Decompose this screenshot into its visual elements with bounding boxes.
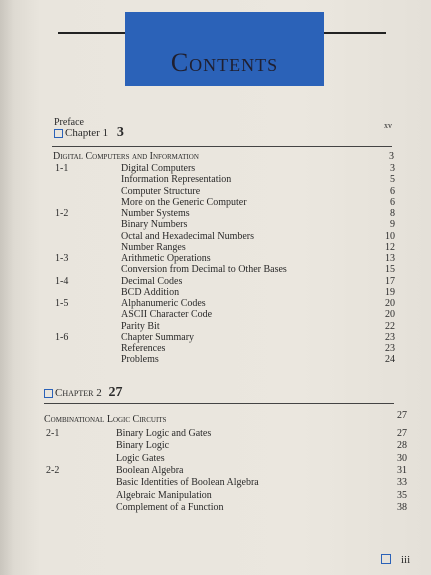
toc-entry-title: References [121,343,166,354]
chapter2-title: Combinational Logic Circuits [44,414,167,425]
chapter2-rule [44,403,394,404]
toc-entry-page: 28 [397,440,407,452]
chapter2-number: 27 [108,385,123,400]
page-footer [381,550,410,568]
toc-entry-title: Parity Bit [121,320,160,332]
toc-entry-title: Chapter Summary [121,331,195,343]
toc-entry-page: 5 [390,174,395,186]
preface-page: xv [384,121,392,130]
toc-entry-page: 22 [385,320,395,332]
toc-entry-page: 23 [385,331,395,343]
toc-entry-title: Binary Numbers [121,219,188,231]
toc-entry-title: Complement of a Function [116,501,224,513]
page-number: iii [401,554,411,566]
square-bullet-icon [44,389,53,398]
chapter1-rule [52,146,392,147]
toc-entry-page: 8 [390,208,395,219]
toc-entry-page: 6 [390,196,395,208]
toc-entry-title: More on the Generic Computer [121,196,247,208]
section-number: 1-5 [55,298,69,309]
toc-entry-page: 12 [385,241,395,253]
chapter1-title: Digital Computers and Information [53,151,199,162]
section-number: 1-4 [55,275,69,287]
toc-entry-title: Problems [121,354,159,366]
toc-entry-title: Binary Logic [116,440,170,452]
toc-entry-page: 6 [390,185,395,197]
section-number: 1-6 [55,331,69,343]
toc-entry-title: Number Systems [121,208,190,219]
toc-entry-page: 17 [385,275,395,287]
toc-entry-title: Digital Computers [121,163,196,174]
page-title: Contents [170,48,279,77]
toc-entry-page: 35 [397,489,407,501]
chapter2-label: Chapter 2 [55,387,102,399]
toc-entry-page: 30 [397,452,407,464]
toc-entry-title: Alphanumeric Codes [121,298,206,309]
toc-entry-title: BCD Addition [121,286,180,298]
chapter1-heading [54,125,124,141]
toc-entry-page: 33 [397,477,407,489]
section-number: 2-2 [46,464,60,476]
chapter1-title-page: 3 [389,151,394,162]
section-number: 1-2 [55,208,69,219]
toc-entry-title: Conversion from Decimal to Other Bases [121,264,287,276]
toc-entry-title: Logic Gates [116,452,165,464]
toc-entry-title: Computer Structure [121,185,201,197]
toc-entry-page: 27 [397,428,407,439]
toc-entry-title: Decimal Codes [121,275,183,287]
contents-banner [125,12,324,86]
toc-entry-page: 24 [385,354,395,366]
toc-entry-page: 19 [385,286,395,298]
toc-entry-title: Algebraic Manipulation [116,489,212,501]
toc-entry-page: 3 [390,163,395,174]
preface-label: Preface [54,117,84,128]
chapter1-label: Chapter 1 [65,127,109,139]
section-number: 1-1 [55,163,69,174]
toc-entry-page: 13 [385,253,395,264]
chapter2-heading [44,385,122,401]
chapter1-number: 3 [116,125,124,140]
toc-entry-page: 20 [385,298,395,309]
toc-entry-title: Boolean Algebra [116,464,184,476]
square-bullet-icon [54,129,63,138]
toc-entry-title: Basic Identities of Boolean Algebra [116,477,259,489]
toc-entry-page: 15 [385,264,395,276]
toc-entry-title: Information Representation [121,174,232,186]
toc-entry-page: 38 [397,501,407,513]
toc-entry-title: Arithmetic Operations [121,253,211,264]
chapter2-title-page: 27 [397,410,407,421]
toc-entry-title: Number Ranges [121,241,186,253]
toc-entry-page: 23 [385,343,395,354]
toc-entry-page: 20 [385,309,395,321]
toc-entry-page: 9 [390,219,395,231]
toc-entry-title: ASCII Character Code [121,309,213,321]
toc-entry-title: Octal and Hexadecimal Numbers [121,230,255,242]
section-number: 2-1 [46,428,60,439]
square-bullet-icon [381,554,391,564]
toc-entry-page: 31 [397,464,407,476]
section-number: 1-3 [55,253,69,264]
toc-entry-title: Binary Logic and Gates [116,428,212,439]
toc-entry-page: 10 [385,230,395,242]
